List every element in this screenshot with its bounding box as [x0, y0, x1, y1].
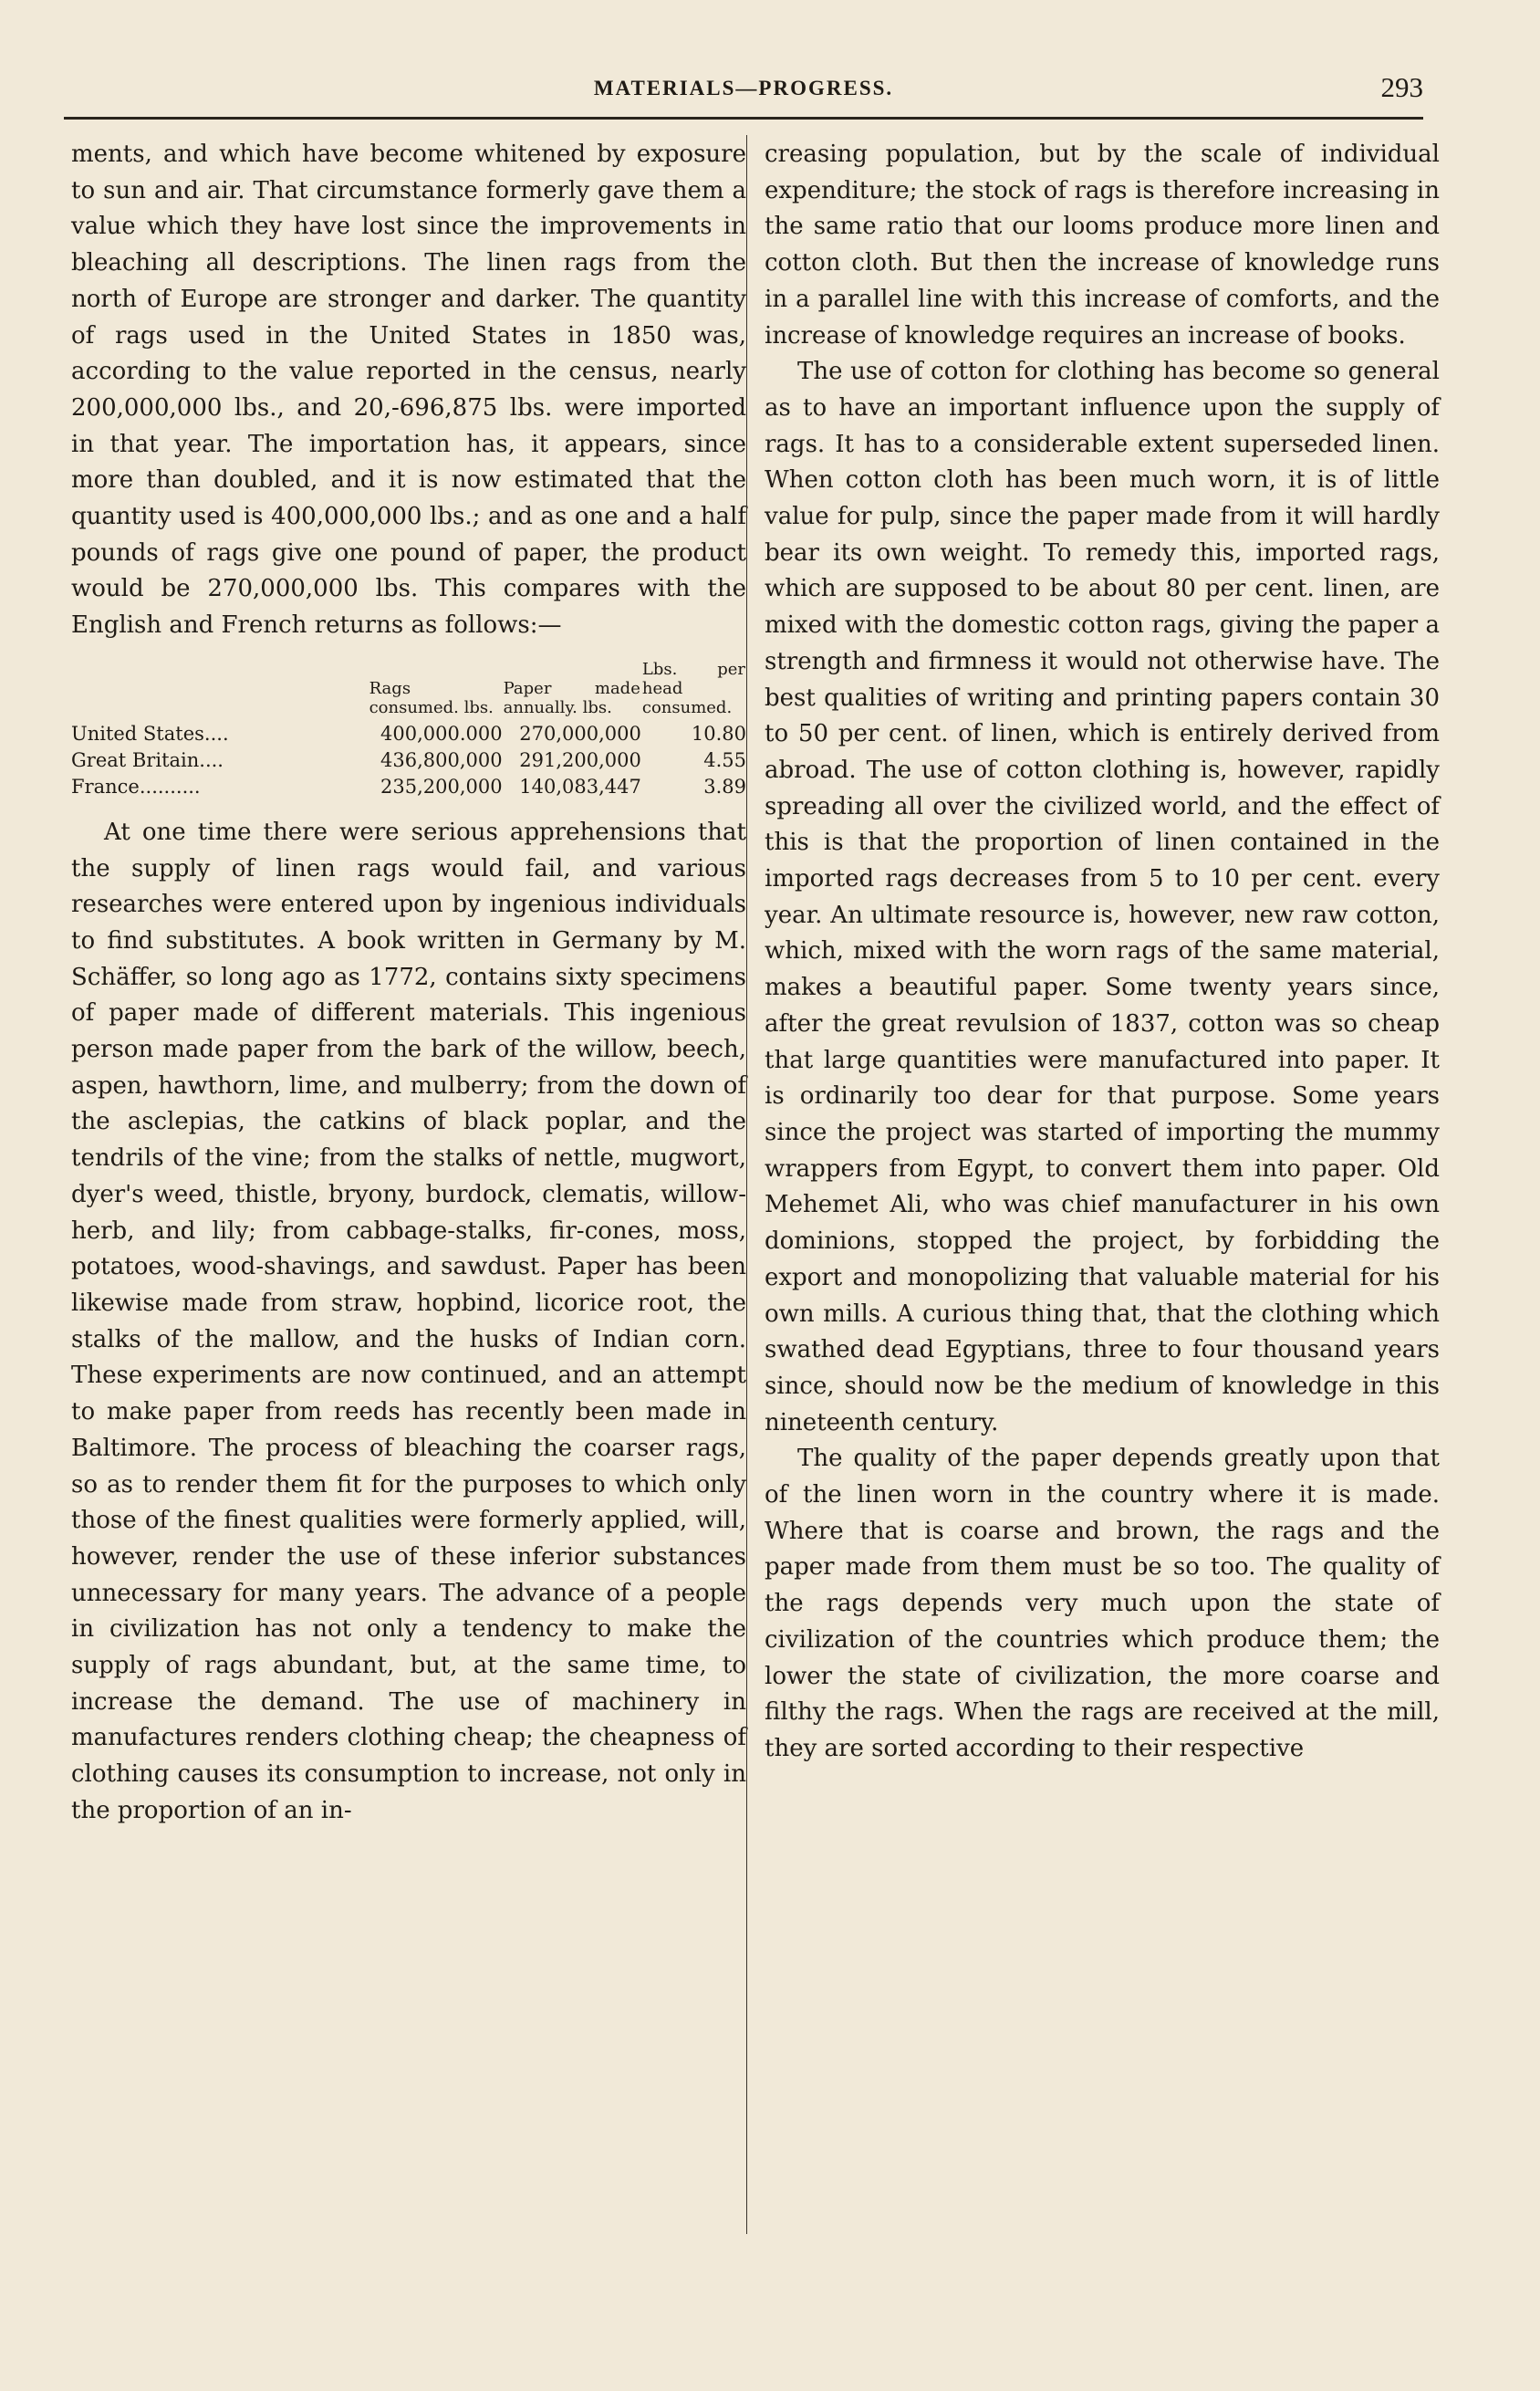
paragraph: At one time there were serious apprehensions that the supply of linen rags would fail, and various researches were entered upon by ingenious individuals to find substitutes. A book written in Germany by M. Schäffer, so long ago as 1772, contains sixty specimens of paper made of different materials. This ingenious person made paper from the bark of the willow, beech, aspen, hawthorn, lime, and mulberry; from the down of the asclepias, the catkins of black poplar, and the tendrils of the vine; from the stalks of nettle, mugwort, dyer's weed, thistle, bryony, burdock, clematis, willow-herb, and lily; from cabbage-stalks, fir-cones, moss, potatoes, wood-shavings, and sawdust. Paper has been likewise made from straw, hopbind, licorice root, the stalks of the mallow, and the husks of Indian corn. These experiments are now continued, and an attempt to make paper from reeds has recently been made in Baltimore. The process of bleaching the coarser rags, so as to render them fit for the purposes to which only those of the finest qualities were formerly applied, will, however, render the use of these inferior substances unnecessary for many years. The advance of a people in civilization has not only a tendency to make the supply of rags abundant, but, at the same time, to increase the demand. The use of machinery in manufactures renders clothing cheap; the cheapness of clothing causes its consumption to increase, not only in the proportion of an in-	[71, 818, 746, 1824]
table-header-cell: Rags consumed. lbs.	[369, 678, 494, 717]
per-head-cell: 10.80	[691, 722, 746, 745]
country-cell: Great Britain....	[71, 748, 224, 771]
paragraph: creasing population, but by the scale of individual expenditure; the stock of rags is therefore increasing in the same ratio that our looms produce more linen and cotton cloth. But then the increase of knowledge runs in a parallel line with this increase of comforts, and the increase of knowledge requires an increase of books.	[765, 141, 1440, 350]
paper-cell: 270,000,000	[519, 722, 641, 745]
running-title: MATERIALS—PROGRESS.	[593, 77, 894, 99]
column-divider	[746, 135, 747, 2234]
left-column	[71, 137, 746, 1830]
page-number: 293	[1380, 71, 1423, 103]
country-cell: France..........	[71, 775, 201, 798]
right-column	[765, 137, 1440, 1768]
rag-consumption-table	[71, 659, 746, 800]
table-row	[71, 721, 746, 747]
paragraph: ments, and which have become whitened by exposure to sun and air. That circumstance formerly gave them a value which they have lost since the improvements in bleaching all descriptions. The linen rags from the north of Europe are stronger and darker. The quantity of rags used in the United States in 1850 was, according to the value reported in the census, nearly 200,000,000 lbs., and 20,-696,875 lbs. were imported in that year. The importation has, it appears, since more than doubled, and it is now estimated that the quantity used is 400,000,000 lbs.; and as one and a half pounds of rags give one pound of paper, the product would be 270,000,000 lbs. This compares with the English and French returns as follows:—	[71, 141, 746, 640]
table-row	[71, 774, 746, 800]
rags-cell: 235,200,000	[380, 775, 503, 798]
paragraph: The use of cotton for clothing has become so general as to have an important influence upon the supply of rags. It has to a considerable extent superseded linen. When cotton cloth has been much worn, it is of little value for pulp, since the paper made from it will hardly bear its own weight. To remedy this, imported rags, which are supposed to be about 80 per cent. linen, are mixed with the domestic cotton rags, giving the paper a strength and firmness it would not otherwise have. The best qualities of writing and printing papers contain 30 to 50 per cent. of linen, which is entirely derived from abroad. The use of cotton clothing is, however, rapidly spreading all over the civilized world, and the effect of this is that the proportion of linen contained in the imported rags decreases from 5 to 10 per cent. every year. An ultimate resource is, however, new raw cotton, which, mixed with the worn rags of the same material, makes a beautiful paper. Some twenty years since, after the great revulsion of 1837, cotton was so cheap that large quantities were manufactured into paper. It is ordinarily too dear for that purpose. Some years since the project was started of importing the mummy wrappers from Egypt, to convert them into paper. Old Mehemet Ali, who was chief manufacturer in his own dominions, stopped the project, by forbidding the export and monopolizing that valuable material for his own mills. A curious thing that, that the clothing which swathed dead Egyptians, three to four thousand years since, should now be the medium of knowledge in this nineteenth century.	[765, 358, 1440, 1436]
table-header-row	[71, 659, 746, 721]
paragraph: The quality of the paper depends greatly upon that of the linen worn in the country where it is made. Where that is coarse and brown, the rags and the paper made from them must be so too. The quality of the rags depends very much upon the state of civilization of the countries which produce them; the lower the state of civilization, the more coarse and filthy the rags. When the rags are received at the mill, they are sorted according to their respective	[765, 1445, 1440, 1762]
table-header-cell: Lbs. per head consumed.	[641, 659, 745, 717]
table-header-cell: Paper made annually. lbs.	[503, 678, 640, 717]
header-rule	[64, 117, 1423, 120]
page-header	[64, 66, 1423, 117]
paper-cell: 140,083,447	[519, 775, 641, 798]
rags-cell: 436,800,000	[380, 748, 503, 771]
per-head-cell: 3.89	[703, 775, 746, 798]
country-cell: United States....	[71, 722, 229, 745]
table-header-cell	[71, 659, 369, 721]
per-head-cell: 4.55	[703, 748, 746, 771]
paper-cell: 291,200,000	[519, 748, 641, 771]
rags-cell: 400,000.000	[380, 722, 503, 745]
table-row	[71, 747, 746, 774]
